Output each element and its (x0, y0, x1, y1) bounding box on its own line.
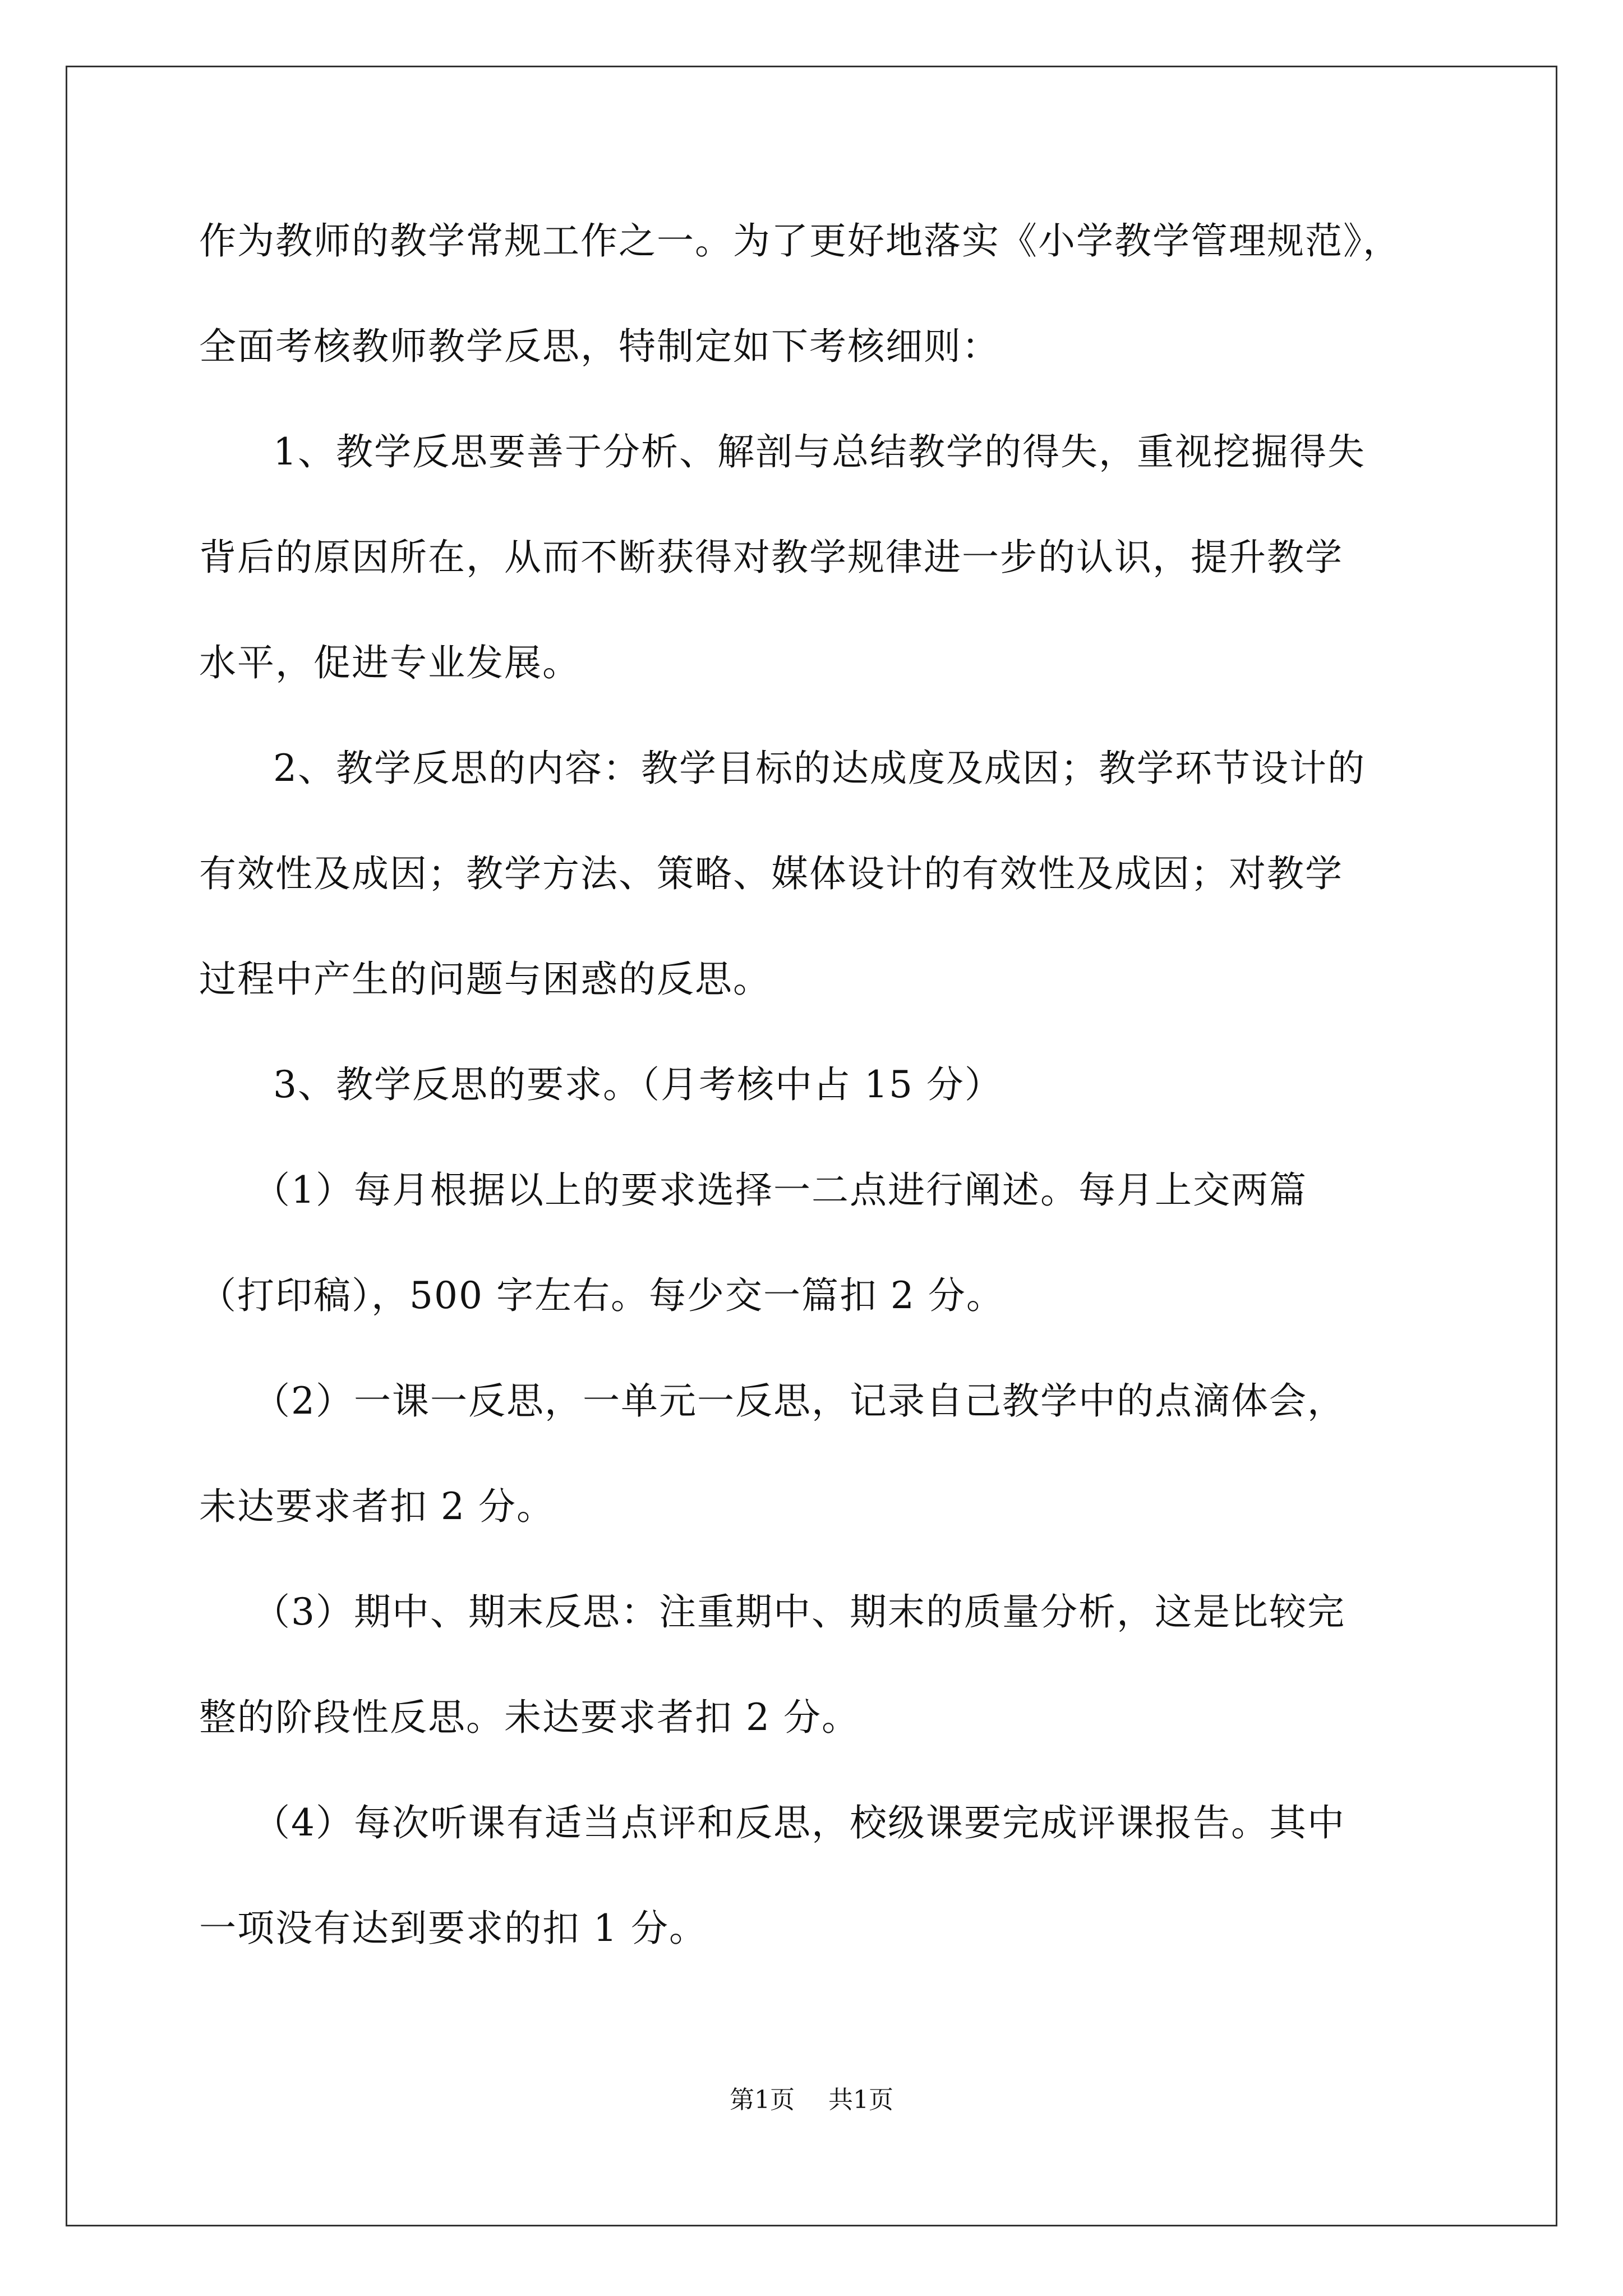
page-border (66, 66, 1557, 2226)
paragraph-line: 有效性及成因；教学方法、策略、媒体设计的有效性及成因；对教学 (199, 852, 1343, 895)
paragraph-line: 水平，促进专业发展。 (199, 641, 580, 684)
paragraph-line: （4）每次听课有适当点评和反思，校级课要完成评课报告。其中 (253, 1801, 1345, 1844)
paragraph-line: 全面考核教师教学反思，特制定如下考核细则： (199, 325, 1000, 368)
paragraph-line: 2、教学反思的内容：教学目标的达成度及成因；教学环节设计的 (273, 747, 1366, 790)
paragraph-line: 未达要求者扣 2 分。 (199, 1485, 555, 1528)
paragraph-line: （3）期中、期末反思：注重期中、期末的质量分析，这是比较完 (253, 1590, 1345, 1634)
paragraph-line: （1）每月根据以上的要求选择一二点进行阐述。每月上交两篇 (253, 1168, 1307, 1212)
paragraph-line: 背后的原因所在，从而不断获得对教学规律进一步的认识，提升教学 (199, 536, 1343, 579)
paragraph-line: 1、教学反思要善于分析、解剖与总结教学的得失，重视挖掘得失 (273, 430, 1366, 473)
paragraph-line: （2）一课一反思，一单元一反思，记录自己教学中的点滴体会， (253, 1379, 1345, 1423)
paragraph-line: （打印稿），500 字左右。每少交一篇扣 2 分。 (199, 1274, 1004, 1317)
paragraph-line: 作为教师的教学常规工作之一。为了更好地落实《小学教学管理规范》， (199, 219, 1401, 263)
page-total: 共1页 (828, 2086, 893, 2114)
paragraph-line: 整的阶段性反思。未达要求者扣 2 分。 (199, 1696, 860, 1739)
page-footer (0, 2086, 1623, 2115)
paragraph-line: 3、教学反思的要求。（月考核中占 15 分） (273, 1063, 1003, 1106)
paragraph-line: 一项没有达到要求的扣 1 分。 (199, 1907, 707, 1950)
page-number: 第1页 (730, 2086, 795, 2114)
paragraph-line: 过程中产生的问题与困惑的反思。 (199, 958, 771, 1001)
